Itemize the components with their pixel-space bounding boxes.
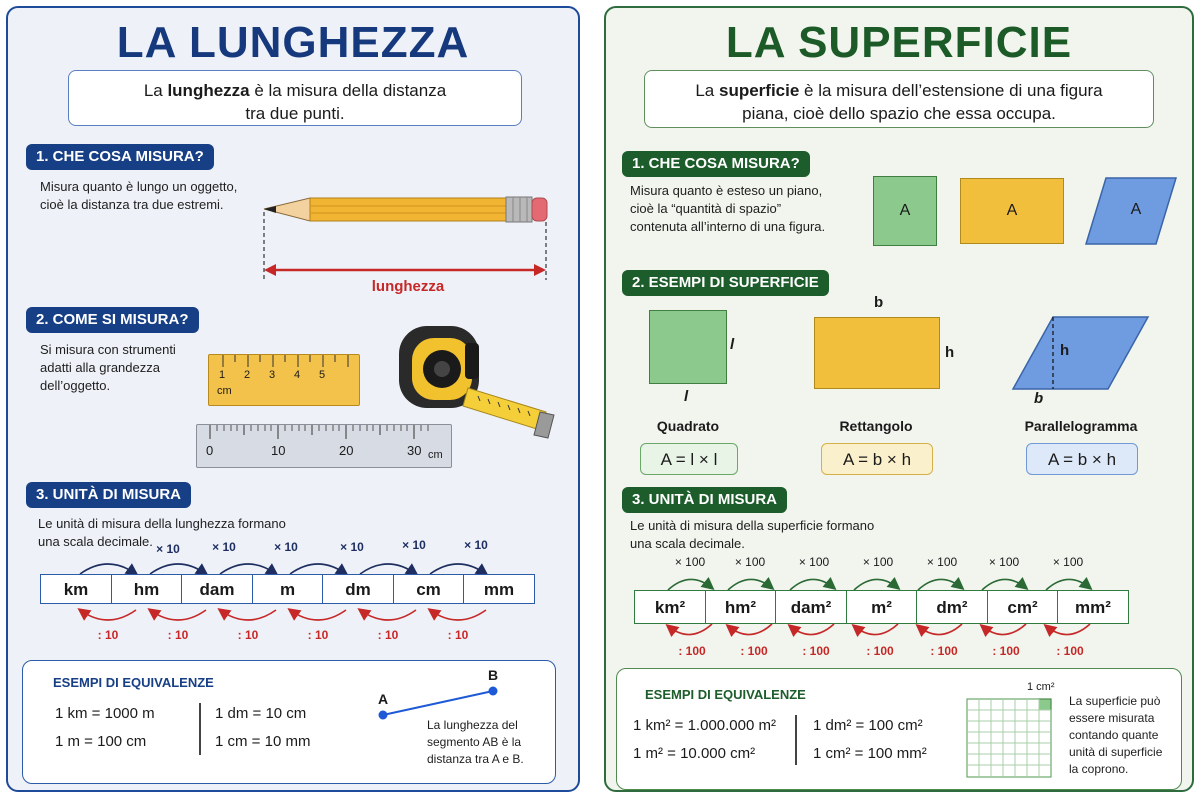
segment-note-line2: segmento AB è la — [427, 735, 522, 749]
unit-hm2: hm² — [705, 590, 777, 624]
unit-cm2: cm² — [987, 590, 1059, 624]
equivalence-line: 1 dm² = 100 cm² — [813, 717, 923, 734]
section3-text-line1: Le unità di misura della lunghezza formano — [38, 516, 286, 531]
section-heading-what: 1. CHE COSA MISURA? — [26, 144, 214, 170]
equivalence-line: 1 cm² = 100 mm² — [813, 745, 927, 762]
lunghezza-title: LA LUNGHEZZA — [116, 18, 470, 67]
unit-mm: mm — [463, 574, 535, 604]
equivalences-title: ESEMPI DI EQUIVALENZE — [645, 687, 806, 702]
section-heading-units: 3. UNITÀ DI MISURA — [26, 482, 191, 508]
section1-text-line2: cioè la “quantità di spazio” — [630, 201, 782, 216]
definition-text-cont: è la misura dell’estensione di una figura — [799, 81, 1103, 100]
multiply-label: × 10 — [212, 540, 236, 554]
big-ruler-unit: cm — [428, 449, 443, 461]
definition-keyword: superficie — [718, 81, 800, 100]
area-label: A — [1130, 201, 1142, 218]
superficie-title: LA SUPERFICIE — [725, 18, 1073, 67]
area-units-scale — [634, 590, 1128, 624]
divide-label: : 10 — [237, 628, 259, 642]
multiply-label: × 100 — [988, 555, 1020, 569]
unit-dam: dam — [181, 574, 253, 604]
section2-text-line1: Si misura con strumenti — [40, 342, 176, 357]
segment-note-line1: La lunghezza del — [427, 718, 518, 732]
rectangle-formula: A = b × h — [821, 443, 933, 475]
square-formula: A = l × l — [640, 443, 738, 475]
unit-cm: cm — [393, 574, 465, 604]
section1-text-line3: contenuta all’interno di una figura. — [630, 219, 826, 234]
multiply-label: × 100 — [734, 555, 766, 569]
multiply-label: × 10 — [464, 538, 488, 552]
multiply-label: × 10 — [402, 538, 426, 552]
definition-line2: piana, cioè dello spazio che essa occupa. — [742, 104, 1056, 123]
equivalence-line: 1 dm = 10 cm — [215, 705, 307, 722]
unit-km2: km² — [634, 590, 706, 624]
equivalence-line: 1 m² = 10.000 cm² — [633, 745, 756, 762]
segment-note — [427, 717, 524, 768]
definition-text: La — [695, 81, 719, 100]
unit-m: m — [252, 574, 324, 604]
big-ruler-tick: 0 — [206, 443, 214, 458]
length-units-scale — [40, 574, 534, 604]
divide-label: : 100 — [678, 644, 706, 658]
unit-dm: dm — [322, 574, 394, 604]
equivalence-line: 1 km = 1000 m — [55, 705, 155, 722]
section-heading-what: 1. CHE COSA MISURA? — [622, 151, 810, 177]
equivalence-line: 1 cm = 10 mm — [215, 733, 311, 750]
parallelogram-name: Parallelogramma — [1024, 418, 1138, 434]
divide-label: : 100 — [740, 644, 768, 658]
multiply-label: × 10 — [274, 540, 298, 554]
segment-note-line3: distanza tra A e B. — [427, 752, 524, 766]
grid-note-line4: unità di superficie — [1069, 745, 1163, 759]
grid-unit-label: 1 cm² — [1027, 681, 1055, 693]
divide-label: : 100 — [866, 644, 894, 658]
big-ruler-tick: 30 — [407, 443, 422, 458]
square-side-label: l — [730, 336, 735, 353]
rectangle-height-label: h — [945, 344, 955, 361]
unit-dm2: dm² — [916, 590, 988, 624]
section-heading-how: 2. COME SI MISURA? — [26, 307, 199, 333]
right-scale-arrows — [606, 8, 1194, 668]
section3-text-line1: Le unità di misura della superficie formano — [630, 518, 875, 533]
big-ruler-tick: 20 — [339, 443, 354, 458]
section3-text-line2: una scala decimale. — [38, 534, 153, 549]
parallelogram-base-label: b — [1034, 390, 1044, 407]
multiply-label: × 10 — [156, 542, 180, 556]
small-ruler-tick: 4 — [294, 369, 301, 381]
section2-text-line3: dell’oggetto. — [40, 378, 111, 393]
multiply-label: × 100 — [674, 555, 706, 569]
area-label: A — [1006, 202, 1018, 219]
section1-text-line2: cioè la distanza tra due estremi. — [40, 197, 224, 212]
multiply-label: × 100 — [798, 555, 830, 569]
unit-m2: m² — [846, 590, 918, 624]
divide-label: : 10 — [167, 628, 189, 642]
equivalences-divider — [795, 715, 797, 765]
definition-text-cont: è la misura della distanza — [249, 81, 447, 100]
grid-note-line5: la coprono. — [1069, 762, 1129, 776]
definition-text: La — [143, 81, 168, 100]
equivalences-box — [22, 660, 556, 784]
section1-text-line1: Misura quanto è esteso un piano, — [630, 183, 823, 198]
divide-label: : 100 — [992, 644, 1020, 658]
square-name: Quadrato — [656, 418, 720, 434]
parallelogram-height-label: h — [1060, 342, 1070, 359]
small-ruler-tick: 2 — [244, 369, 251, 381]
equivalences-title: ESEMPI DI EQUIVALENZE — [53, 675, 214, 690]
section-heading-examples: 2. ESEMPI DI SUPERFICIE — [622, 270, 829, 296]
divide-label: : 100 — [1056, 644, 1084, 658]
unit-dam2: dam² — [775, 590, 847, 624]
rectangle-base-label: b — [874, 294, 884, 311]
section1-text-line1: Misura quanto è lungo un oggetto, — [40, 179, 238, 194]
lunghezza-panel — [6, 6, 580, 792]
small-ruler-tick: 1 — [219, 369, 226, 381]
definition-line2: tra due punti. — [245, 104, 345, 123]
unit-grid-diagram — [967, 699, 1057, 781]
divide-label: : 10 — [377, 628, 399, 642]
section3-text-line2: una scala decimale. — [630, 536, 745, 551]
multiply-label: × 100 — [862, 555, 894, 569]
equivalences-box — [616, 668, 1182, 790]
small-ruler-tick: 3 — [269, 369, 276, 381]
rectangle-name: Rettangolo — [839, 418, 913, 434]
point-b-label: B — [488, 667, 499, 683]
divide-label: : 10 — [97, 628, 119, 642]
divide-label: : 100 — [930, 644, 958, 658]
definition-keyword: lunghezza — [167, 81, 250, 100]
equivalence-line: 1 m = 100 cm — [55, 733, 147, 750]
multiply-label: × 100 — [926, 555, 958, 569]
divide-label: : 10 — [307, 628, 329, 642]
equivalence-line: 1 km² = 1.000.000 m² — [633, 717, 776, 734]
unit-km: km — [40, 574, 112, 604]
grid-note — [1069, 693, 1162, 778]
area-square-example: A — [873, 176, 937, 246]
superficie-panel — [604, 6, 1194, 792]
divide-label: : 100 — [802, 644, 830, 658]
unit-hm: hm — [111, 574, 183, 604]
section2-text-line2: adatti alla grandezza — [40, 360, 160, 375]
square-side-label: l — [684, 388, 689, 405]
grid-note-line1: La superficie può — [1069, 694, 1161, 708]
left-scale-arrows — [8, 8, 580, 658]
parallelogram-formula: A = b × h — [1026, 443, 1138, 475]
grid-note-line3: contando quante — [1069, 728, 1159, 742]
multiply-label: × 10 — [340, 540, 364, 554]
divide-label: : 10 — [447, 628, 469, 642]
section-heading-units: 3. UNITÀ DI MISURA — [622, 487, 787, 513]
point-a-label: A — [378, 691, 389, 707]
big-ruler-tick: 10 — [271, 443, 286, 458]
grid-note-line2: essere misurata — [1069, 711, 1155, 725]
small-ruler-unit: cm — [217, 385, 232, 397]
small-ruler-tick: 5 — [319, 369, 326, 381]
multiply-label: × 100 — [1052, 555, 1084, 569]
lunghezza-measure-label: lunghezza — [371, 278, 445, 295]
unit-mm2: mm² — [1057, 590, 1129, 624]
